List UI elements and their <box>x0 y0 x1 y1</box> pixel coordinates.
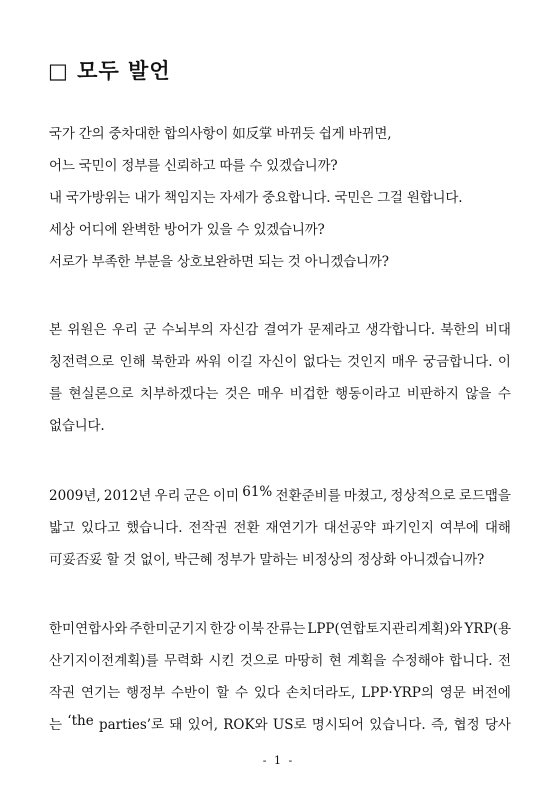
word: 무력화 <box>163 653 204 669</box>
word: 있습니다. <box>369 717 426 733</box>
word: 를 <box>49 386 63 402</box>
paragraph-3-line-1 <box>49 484 511 504</box>
word: 전작권 <box>188 520 228 536</box>
word: 행동이라고 <box>335 386 401 402</box>
paragraph-1-line-2: 어느 국민이 정부를 신뢰하고 따를 수 있겠습니까? <box>49 158 338 174</box>
word: 했습니다. <box>126 520 183 536</box>
word: 수정해야 <box>391 653 444 669</box>
word: 즉, <box>430 717 449 733</box>
word: 작권 <box>49 685 76 701</box>
word: 전 <box>497 653 511 669</box>
word: 전환준비를 <box>275 488 341 504</box>
paragraph-4-line-3 <box>49 681 511 701</box>
word: 북한과 <box>150 354 191 370</box>
word: 비대 <box>484 322 511 338</box>
word: 이미 <box>212 488 240 504</box>
word: 매우 <box>391 354 418 370</box>
word: 이길 <box>226 354 253 370</box>
word: 손치더라도, <box>285 685 356 701</box>
paragraph-1-line-3: 내 국가방위는 내가 책임지는 자세가 중요합니다. 국민은 그걸 원합니다. <box>49 190 463 206</box>
word: 문제라고 <box>308 322 361 338</box>
word: 궁금합니다. <box>423 354 493 370</box>
word: LPP(연합토지관리계획)와 <box>307 621 463 637</box>
word: 있다고 <box>81 520 121 536</box>
word: 시킨 <box>208 653 235 669</box>
word: 이 <box>497 354 511 370</box>
word: 잔류는 <box>266 621 306 637</box>
word: 돼 <box>169 717 183 733</box>
paragraph-2-line-2 <box>49 350 511 370</box>
word: 행정부 <box>126 685 166 701</box>
word: 수 <box>497 386 511 402</box>
word: 당사 <box>484 717 511 733</box>
word: 인해 <box>119 354 146 370</box>
word: 밟고 <box>49 520 76 536</box>
word: 합니다. <box>449 653 493 669</box>
word: 버전에 <box>471 685 511 701</box>
word: 협정 <box>453 717 480 733</box>
word: 수 <box>234 685 249 701</box>
word: 산기지이전계획)를 <box>49 653 159 669</box>
word: 비판하지 <box>406 386 459 402</box>
word: 않을 <box>465 386 492 402</box>
word: 61% <box>242 484 273 500</box>
word: 전환 <box>233 520 260 536</box>
word: 현실론으로 <box>68 386 134 402</box>
word: 있어, <box>187 717 219 733</box>
word: 2009년, <box>49 488 101 504</box>
word: 재연기가 <box>265 520 318 536</box>
word: 대선공약 <box>323 520 376 536</box>
word: 파기인지 <box>381 520 434 536</box>
paragraph-1-line-1: 국가 간의 중차대한 합의사항이 如反掌 바뀌듯 쉽게 바뀌면, <box>49 126 392 142</box>
word: 결여가 <box>263 322 303 338</box>
word: 우리 <box>154 488 181 504</box>
word: 군 <box>143 322 157 338</box>
word: 것은 <box>224 386 251 402</box>
word: US로 <box>272 717 307 733</box>
word: 매우 <box>257 386 284 402</box>
word: 본 <box>49 322 63 338</box>
word: ROK와 <box>223 717 268 733</box>
word: 로드맵을 <box>458 488 511 504</box>
paragraph-2-line-3 <box>49 382 511 402</box>
word: ‘the <box>67 713 94 729</box>
paragraph-2-line-4: 없습니다. <box>49 418 105 434</box>
word: 수반이 <box>171 685 211 701</box>
word: 것인지 <box>347 354 387 370</box>
word: 마땅히 <box>284 653 324 669</box>
word: 계획을 <box>347 653 387 669</box>
word: 정상적으로 <box>390 488 456 504</box>
word: 치부하겠다는 <box>140 386 219 402</box>
word: 는 <box>49 717 63 733</box>
word: 수뇌부의 <box>161 322 214 338</box>
paragraph-2-line-1 <box>49 318 511 338</box>
word: YRP(용 <box>464 621 511 637</box>
word: 주한미군기지 <box>129 621 208 637</box>
word: 대해 <box>484 520 511 536</box>
paragraph-3-line-3: 可妥否妥 할 것 없이, 박근혜 정부가 말하는 비정상의 정상화 아니겠습니까? <box>49 552 485 568</box>
paragraph-1-line-5: 서로가 부족한 부분을 상호보완하면 되는 것 아니겠습니까? <box>49 254 389 270</box>
word: parties’로 <box>98 717 165 733</box>
word: 것으로 <box>239 653 279 669</box>
paragraph-4-line-1 <box>49 617 511 637</box>
word: 현 <box>328 653 342 669</box>
word: 비겁한 <box>289 386 329 402</box>
page-number: - 1 - <box>262 754 295 767</box>
word: 이북 <box>237 621 265 637</box>
paragraph-3-line-2 <box>49 516 511 536</box>
word: 한미연합사와 <box>49 621 128 637</box>
section-heading: □ 모두 발언 <box>48 59 171 83</box>
word: 우리 <box>111 322 138 338</box>
word: 마쳤고, <box>343 488 388 504</box>
word: 군은 <box>183 488 210 504</box>
word: 있다 <box>253 685 280 701</box>
word: 2012년 <box>103 488 152 504</box>
word: 자신이 <box>258 354 298 370</box>
paragraph-1-line-4: 세상 어디에 완벽한 방어가 있을 수 있겠습니까? <box>49 222 325 238</box>
word: 위원은 <box>67 322 107 338</box>
word: 자신감 <box>219 322 259 338</box>
word: 없다는 <box>302 354 342 370</box>
word: 여부에 <box>439 520 479 536</box>
word: 할 <box>216 685 230 701</box>
word: 연기는 <box>80 685 121 701</box>
word: 싸워 <box>195 354 222 370</box>
word: LPP·YRP의 <box>361 685 434 701</box>
paragraph-4-line-4 <box>49 713 511 733</box>
word: 칭전력으로 <box>49 354 115 370</box>
word: 한강 <box>209 621 236 637</box>
word: 생각합니다. <box>365 322 436 338</box>
word: 영문 <box>439 685 466 701</box>
word: 명시되어 <box>311 717 364 733</box>
word: 북한의 <box>440 322 480 338</box>
paragraph-4-line-2 <box>49 649 511 669</box>
